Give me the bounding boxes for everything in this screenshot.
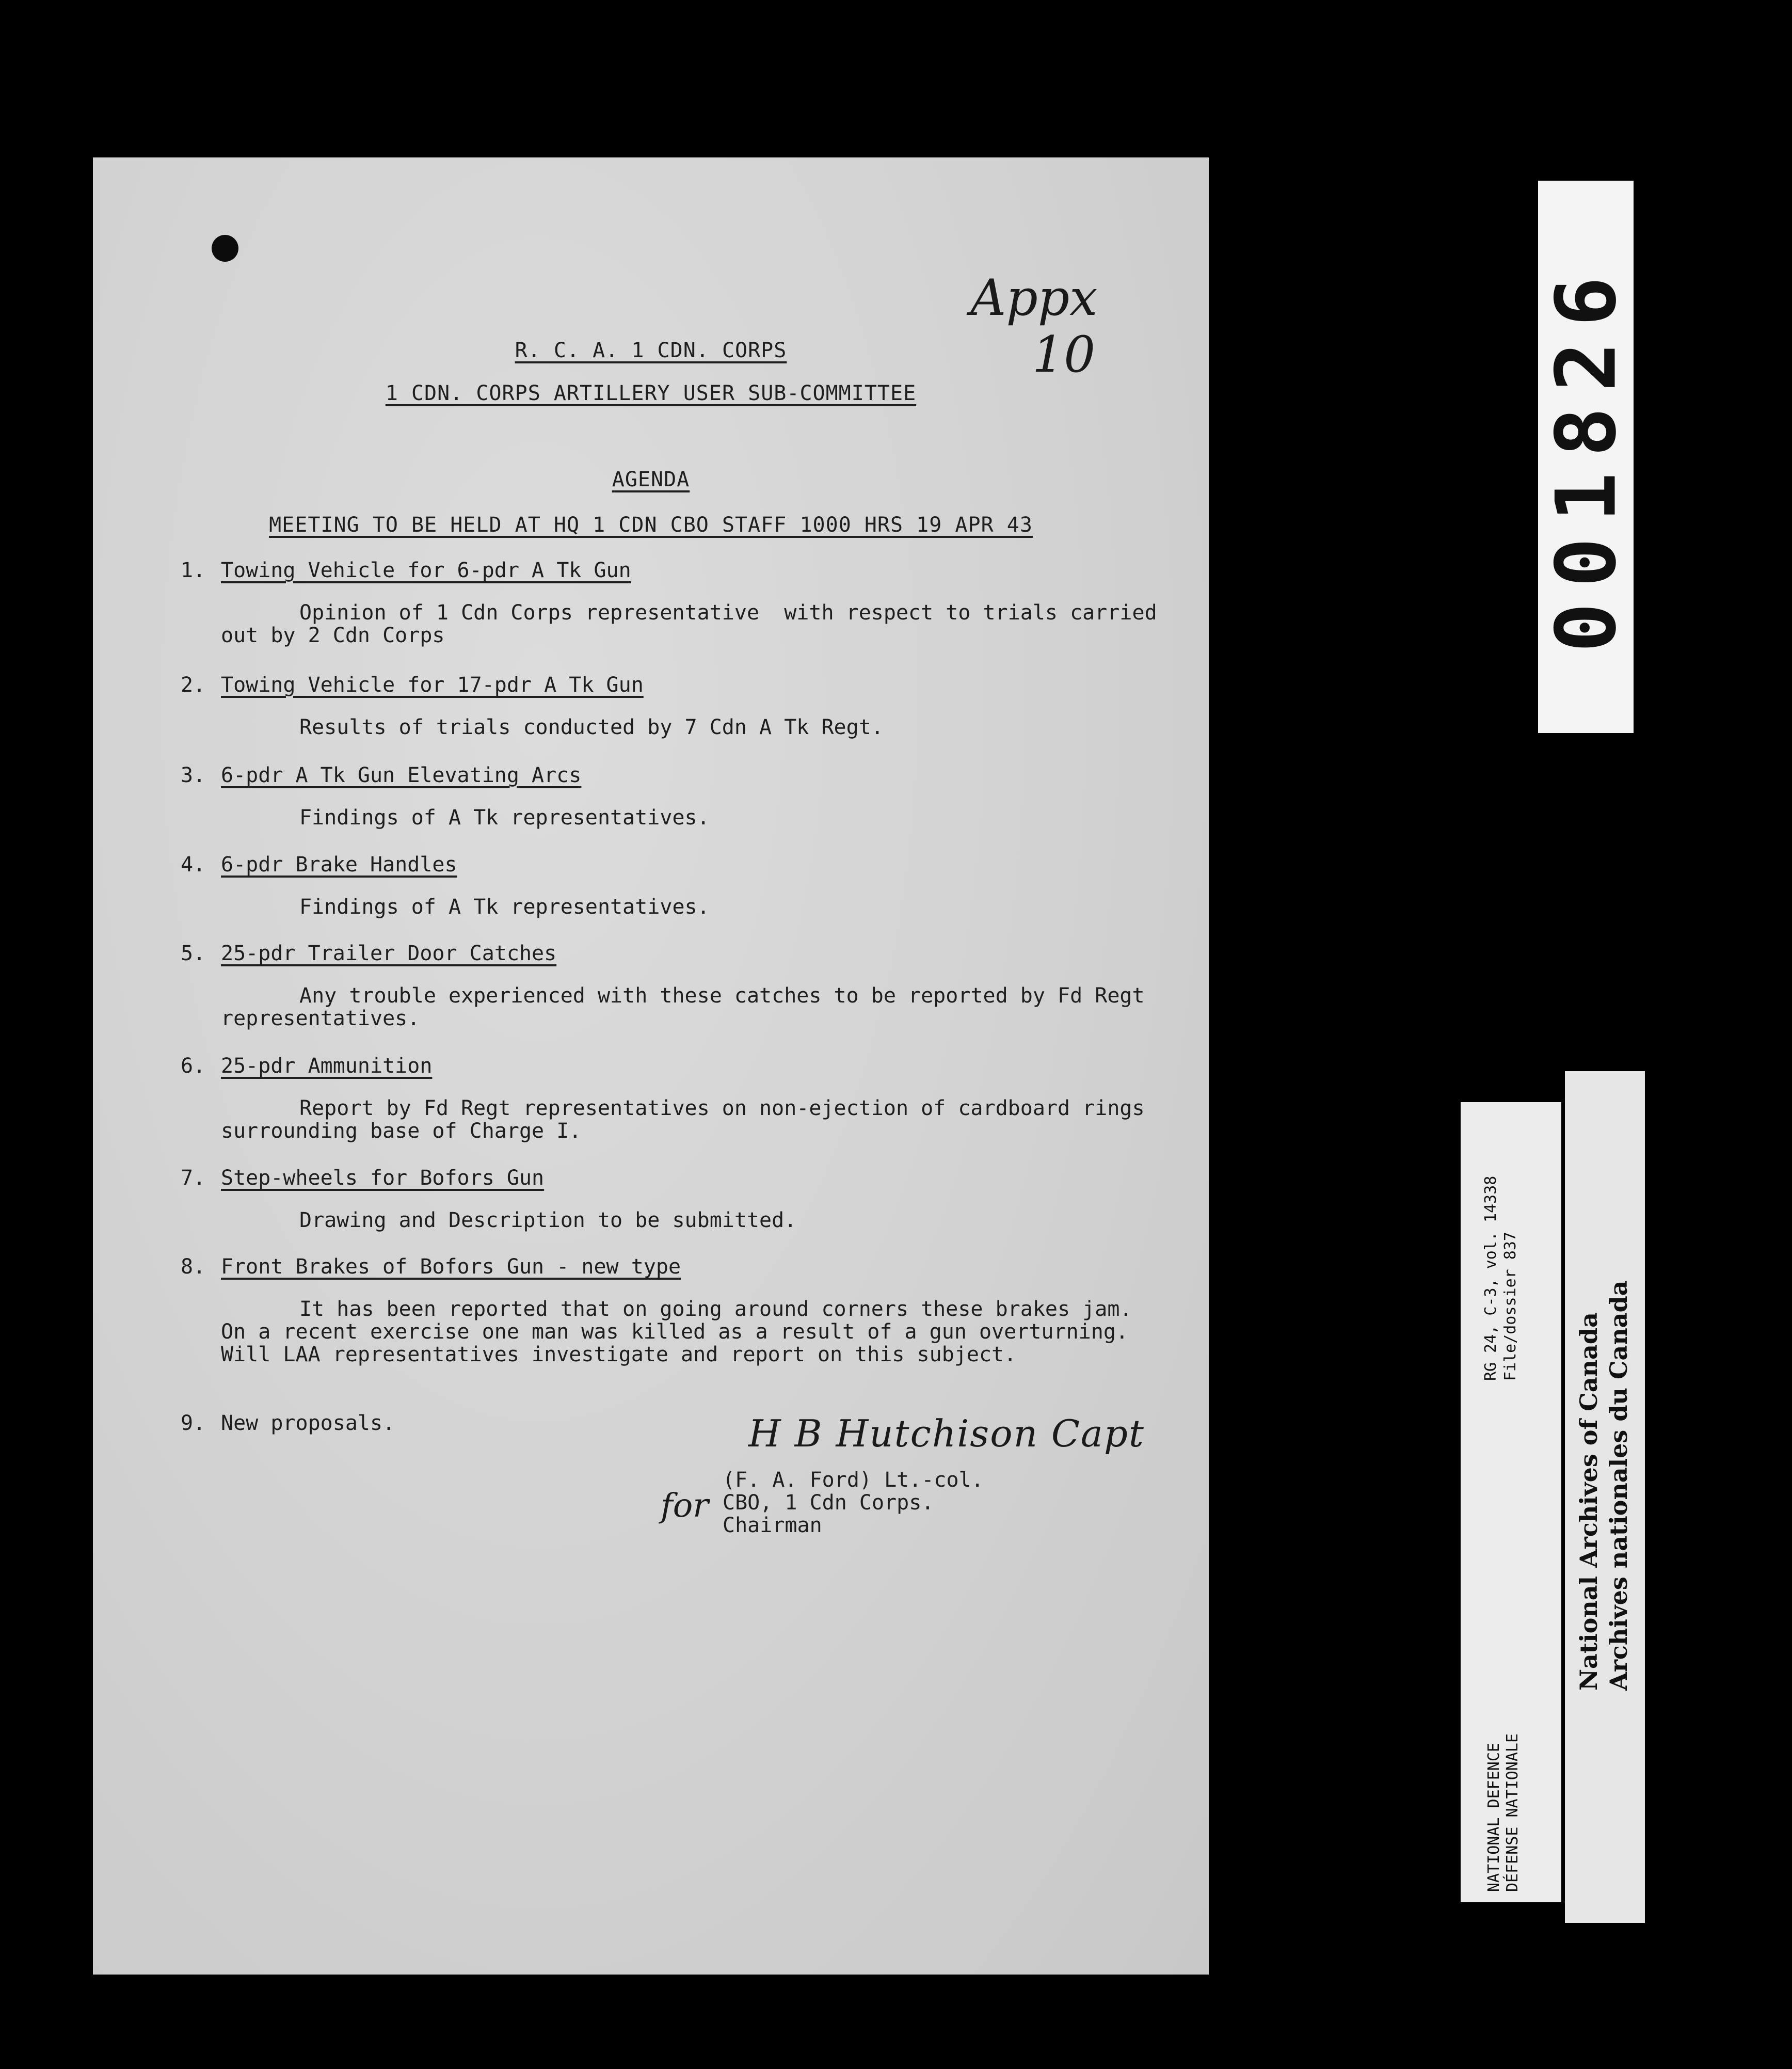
item-title: New proposals. xyxy=(221,1411,395,1435)
item-title: Front Brakes of Bofors Gun - new type xyxy=(221,1255,681,1279)
archives-name-fr: Archives nationales du Canada xyxy=(1605,1280,1633,1691)
item-body: It has been reported that on going around corners these brakes jam. On a recent exercise one man was killed as a result of a gun overturning. Will LAA representatives investigate and report on this subject. xyxy=(221,1297,1157,1366)
item-title: Towing Vehicle for 6-pdr A Tk Gun xyxy=(221,559,631,582)
handwritten-signature: H B Hutchison Capt xyxy=(748,1412,1145,1455)
item-title: Towing Vehicle for 17-pdr A Tk Gun xyxy=(221,673,644,697)
item-number: 9. xyxy=(181,1411,206,1435)
signature-block xyxy=(723,1469,984,1537)
item-body: Drawing and Description to be submitted. xyxy=(299,1208,797,1232)
document-page xyxy=(93,157,1209,1975)
department-line-2: DÉFENSE NATIONALE xyxy=(1503,1733,1522,1892)
heading-line-2: 1 CDN. CORPS ARTILLERY USER SUB-COMMITTEE xyxy=(385,381,917,405)
annotation-appx: Appx xyxy=(970,269,1098,327)
reference-line-1: RG 24, C-3, vol. 14338 xyxy=(1482,1175,1500,1381)
item-number: 3. xyxy=(181,763,206,787)
frame-number-strip xyxy=(1538,181,1634,733)
annotation-number: 10 xyxy=(1032,326,1096,384)
item-body: Report by Fd Regt representatives on non-ejection of cardboard rings surrounding base of Charge I. xyxy=(221,1096,1157,1143)
item-title: 6-pdr Brake Handles xyxy=(221,853,457,877)
for-note: for xyxy=(661,1487,709,1525)
signatory-position: CBO, 1 Cdn Corps. xyxy=(723,1491,934,1515)
archives-name-en: National Archives of Canada xyxy=(1575,1312,1603,1691)
item-number: 1. xyxy=(181,559,206,582)
item-body: Any trouble experienced with these catches to be reported by Fd Regt representatives. xyxy=(221,984,1157,1030)
item-title: Step-wheels for Bofors Gun xyxy=(221,1166,545,1190)
item-body: Findings of A Tk representatives. xyxy=(299,806,710,830)
department-line-1: NATIONAL DEFENCE xyxy=(1485,1743,1503,1892)
agenda-label: AGENDA xyxy=(612,468,690,491)
frame-number: 001826 xyxy=(1538,261,1634,652)
signatory-role: Chairman xyxy=(723,1514,822,1537)
item-number: 5. xyxy=(181,942,206,965)
item-body: Results of trials conducted by 7 Cdn A Tk Regt. xyxy=(299,715,884,739)
item-body: Findings of A Tk representatives. xyxy=(299,895,710,919)
archives-label xyxy=(1565,1071,1645,1923)
reference-line-2: File/dossier 837 xyxy=(1501,1232,1519,1381)
item-number: 2. xyxy=(181,673,206,697)
meeting-line: MEETING TO BE HELD AT HQ 1 CDN CBO STAFF 1000 HRS 19 APR 43 xyxy=(269,513,1033,537)
item-number: 6. xyxy=(181,1054,206,1078)
item-number: 4. xyxy=(181,853,206,877)
reference-label xyxy=(1461,1102,1561,1902)
item-title: 6-pdr A Tk Gun Elevating Arcs xyxy=(221,763,582,787)
heading-line-1: R. C. A. 1 CDN. CORPS xyxy=(515,339,787,362)
item-body: Opinion of 1 Cdn Corps representative with respect to trials carried out by 2 Cdn Corps xyxy=(221,601,1170,647)
item-title: 25-pdr Trailer Door Catches xyxy=(221,942,557,965)
item-number: 7. xyxy=(181,1166,206,1190)
item-title: 25-pdr Ammunition xyxy=(221,1054,433,1078)
item-number: 8. xyxy=(181,1255,206,1279)
signatory-name: (F. A. Ford) Lt.-col. xyxy=(723,1468,984,1492)
punch-hole xyxy=(212,235,238,262)
